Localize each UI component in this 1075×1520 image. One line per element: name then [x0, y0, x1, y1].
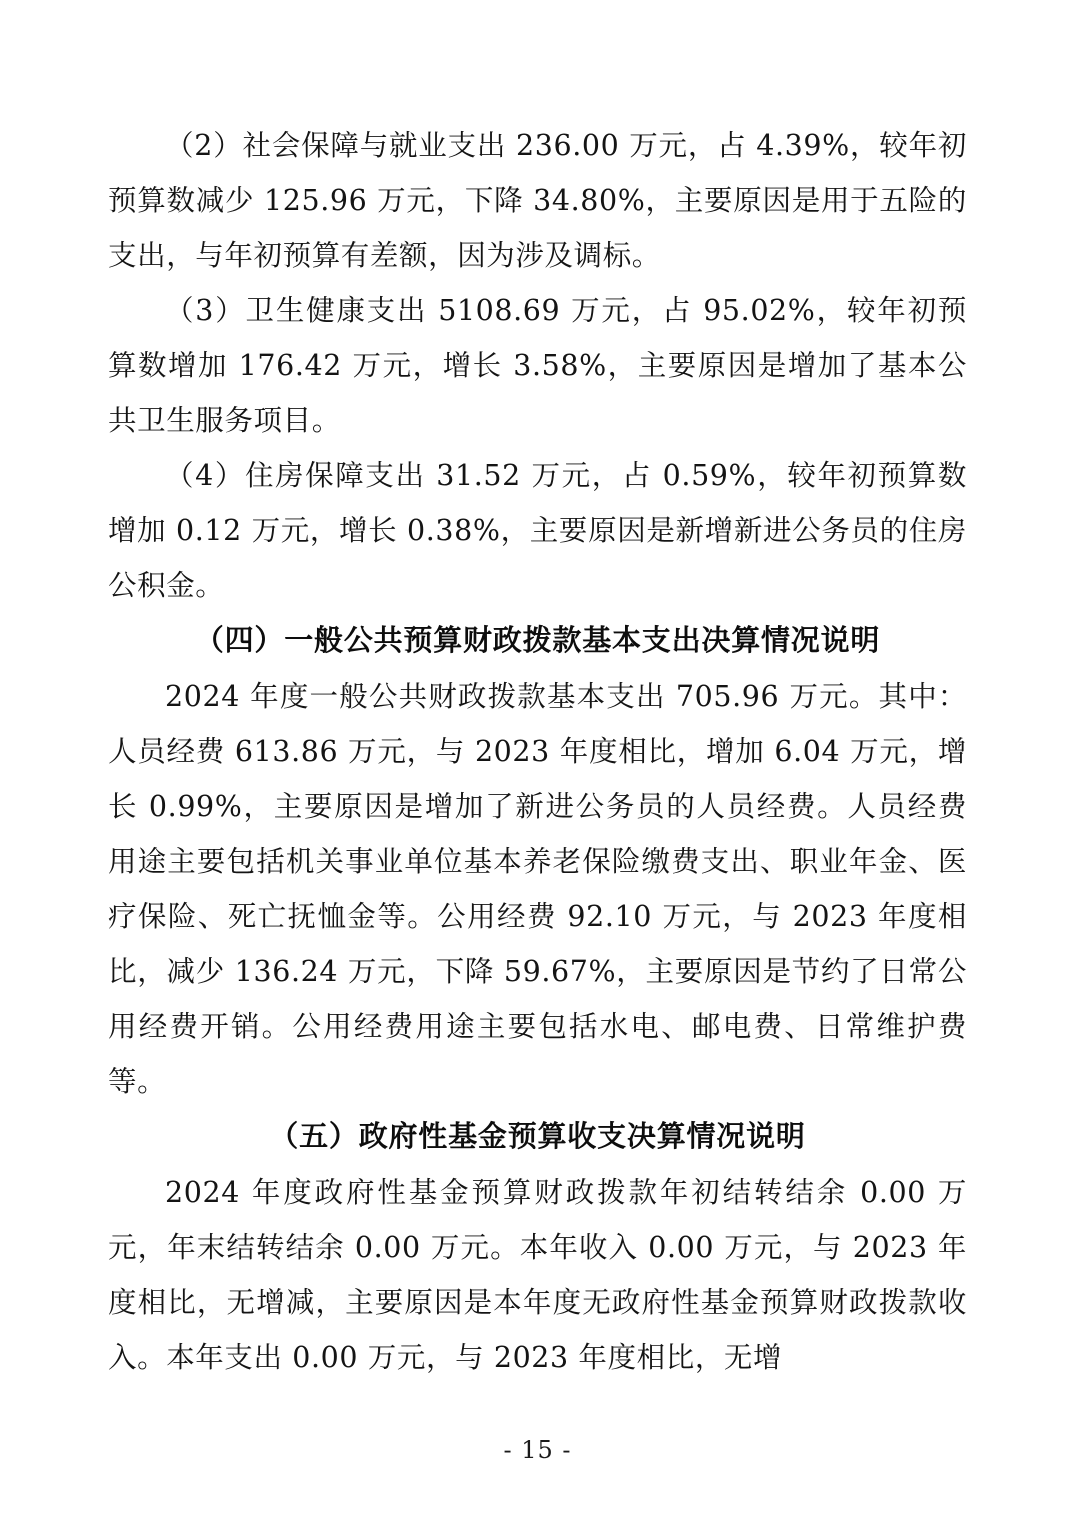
paragraph-housing-security-expenditure: （4）住房保障支出 31.52 万元，占 0.59%，较年初预算数增加 0.12 万元，增长 0.38%，主要原因是新增新进公务员的住房公积金。	[108, 459, 967, 602]
section-heading-government-fund-budget: （五）政府性基金预算收支决算情况说明	[269, 1118, 806, 1153]
section-heading-basic-expenditure: （四）一般公共预算财政拨款基本支出决算情况说明	[194, 623, 881, 657]
paragraph-government-fund-detail: 2024 年度政府性基金预算财政拨款年初结转结余 0.00 万元，年末结转结余 0.00 万元。本年收入 0.00 万元，与 2023 年度相比，无增减，主要原因是本年度无政府性基金预算财政拨款收入。本年支出 0.00 万元，与 2023 年度相比，无增	[108, 1175, 967, 1374]
paragraph-basic-expenditure-detail: 2024 年度一般公共财政拨款基本支出 705.96 万元。其中：人员经费 613.86 万元，与 2023 年度相比，增加 6.04 万元，增长 0.99%，主要原因是增加了新进公务员的人员经费。人员经费用途主要包括机关事业单位基本养老保险缴费支出、职业年金、医疗保险、死亡抚恤金等。公用经费 92.10 万元，与 2023 年度相比，减少 136.24 万元，下降 59.67%，主要原因是节约了日常公用经费开销。公用经费用途主要包括水电、邮电费、日常维护费等。	[108, 679, 967, 1098]
paragraph-health-expenditure: （3）卫生健康支出 5108.69 万元，占 95.02%，较年初预算数增加 176.42 万元，增长 3.58%，主要原因是增加了基本公共卫生服务项目。	[108, 294, 967, 437]
paragraph-social-security-expenditure: （2）社会保障与就业支出 236.00 万元，占 4.39%，较年初预算数减少 125.96 万元，下降 34.80%，主要原因是用于五险的支出，与年初预算有差额，因为涉及调标。	[108, 129, 967, 272]
page-number: - 15 -	[503, 1436, 572, 1464]
